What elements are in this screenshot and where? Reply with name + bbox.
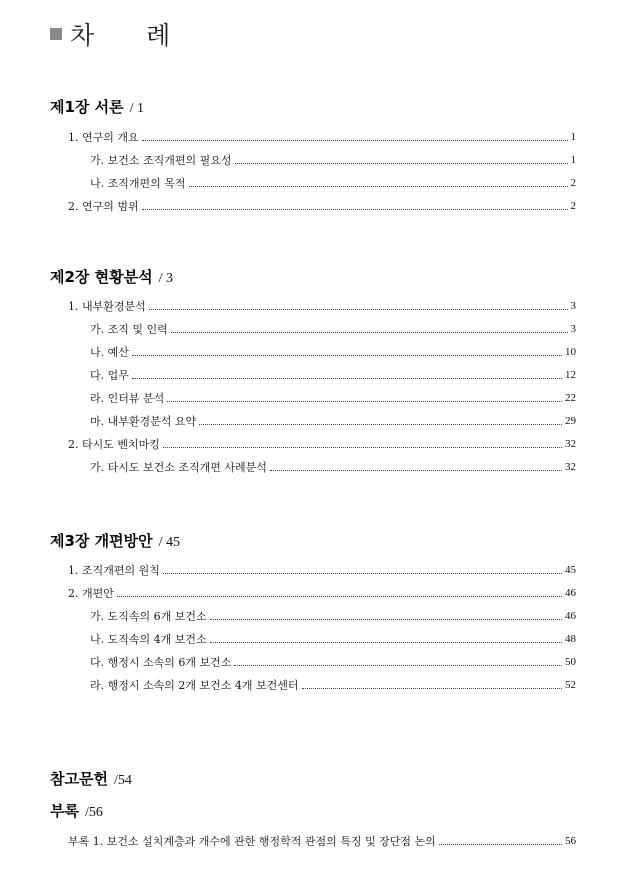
toc-entry[interactable] <box>90 366 576 384</box>
entry-label: 가. 보건소 조직개편의 필요성 <box>90 154 232 167</box>
entry-label: 가. 타시도 보건소 조직개편 사례분석 <box>90 461 267 474</box>
chapter-page: /56 <box>84 805 103 820</box>
entry-page: 46 <box>565 610 576 622</box>
entry-label: 마. 내부환경분석 요약 <box>90 415 197 428</box>
dot-leader <box>167 401 562 402</box>
page-title <box>50 18 192 50</box>
entry-page: 56 <box>565 835 576 847</box>
entry-label: 나. 조직개편의 목적 <box>90 177 186 190</box>
entry-page: 50 <box>565 656 576 668</box>
toc-entry[interactable] <box>68 197 576 215</box>
dot-leader <box>235 163 568 164</box>
toc-entry[interactable] <box>90 458 576 476</box>
entry-page: 1 <box>570 154 576 166</box>
dot-leader <box>142 209 568 210</box>
toc-entry[interactable] <box>90 653 576 671</box>
entry-label: 2. 개편안 <box>68 587 114 600</box>
entry-label: 1. 연구의 개요 <box>68 131 139 144</box>
entry-label: 나. 예산 <box>90 346 129 359</box>
dot-leader <box>189 186 568 187</box>
dot-leader <box>132 355 562 356</box>
entry-label: 부록 1. 보건소 설치계층과 개수에 관한 행정학적 관점의 특징 및 장단점 논의 <box>68 835 436 848</box>
entry-label: 1. 내부환경분석 <box>68 300 146 313</box>
entry-page: 10 <box>565 346 576 358</box>
entry-label: 나. 도직속의 4개 보건소 <box>90 633 207 646</box>
entry-page: 1 <box>570 131 576 143</box>
entry-page: 22 <box>565 392 576 404</box>
entry-label: 2. 연구의 범위 <box>68 200 139 213</box>
entry-page: 52 <box>565 679 576 691</box>
toc-entry[interactable] <box>90 343 576 361</box>
entry-page: 12 <box>565 369 576 381</box>
toc-entry[interactable] <box>90 320 576 338</box>
chapter-heading-2 <box>50 266 173 287</box>
toc-entry[interactable] <box>68 584 576 602</box>
page-title-text: 차 례 <box>70 21 193 50</box>
toc-entry[interactable] <box>90 389 576 407</box>
entry-page: 2 <box>570 177 576 189</box>
entry-page: 46 <box>565 587 576 599</box>
dot-leader <box>439 844 562 845</box>
toc-entry[interactable] <box>90 676 576 694</box>
dot-leader <box>149 309 568 310</box>
toc-entry[interactable] <box>90 607 576 625</box>
entry-label: 라. 행정시 소속의 2개 보건소 4개 보건센터 <box>90 679 299 692</box>
entry-page: 29 <box>565 415 576 427</box>
dot-leader <box>210 642 562 643</box>
chapter-heading-1 <box>50 96 144 117</box>
chapter-title: 제3장 개편방안 <box>50 532 153 550</box>
chapter-page: / 45 <box>158 535 180 550</box>
entry-label: 다. 행정시 소속의 6개 보건소 <box>90 656 232 669</box>
dot-leader <box>163 447 562 448</box>
entry-page: 45 <box>565 564 576 576</box>
entry-label: 가. 도직속의 6개 보건소 <box>90 610 207 623</box>
dot-leader <box>302 688 563 689</box>
entry-label: 2. 타시도 벤치마킹 <box>68 438 160 451</box>
toc-entry[interactable] <box>68 297 576 315</box>
toc-entry[interactable] <box>90 151 576 169</box>
chapter-heading-3 <box>50 530 180 551</box>
dot-leader <box>199 424 562 425</box>
entry-label: 라. 인터뷰 분석 <box>90 392 165 405</box>
toc-entry[interactable] <box>68 435 576 453</box>
dot-leader <box>234 665 562 666</box>
entry-page: 32 <box>565 461 576 473</box>
chapter-title: 제1장 서론 <box>50 98 124 116</box>
dot-leader <box>210 619 562 620</box>
toc-entry[interactable] <box>68 561 576 579</box>
entry-label: 1. 조직개편의 원칙 <box>68 564 160 577</box>
chapter-page: / 3 <box>158 271 173 286</box>
dot-leader <box>163 573 562 574</box>
toc-entry[interactable] <box>90 174 576 192</box>
entry-page: 32 <box>565 438 576 450</box>
dot-leader <box>132 378 562 379</box>
chapter-title: 제2장 현황분석 <box>50 268 153 286</box>
chapter-title: 참고문헌 <box>50 770 108 788</box>
dot-leader <box>142 140 568 141</box>
entry-page: 3 <box>570 300 576 312</box>
entry-page: 48 <box>565 633 576 645</box>
chapter-page: / 1 <box>129 101 145 116</box>
chapter-heading-references <box>50 768 132 789</box>
square-bullet-icon <box>50 28 62 40</box>
entry-label: 가. 조직 및 인력 <box>90 323 168 336</box>
toc-entry[interactable] <box>68 832 576 850</box>
dot-leader <box>171 332 568 333</box>
dot-leader <box>117 596 562 597</box>
toc-entry[interactable] <box>68 128 576 146</box>
entry-page: 2 <box>570 200 576 212</box>
dot-leader <box>270 470 562 471</box>
toc-entry[interactable] <box>90 412 576 430</box>
chapter-heading-appendix <box>50 800 103 821</box>
chapter-page: /54 <box>113 773 132 788</box>
entry-page: 3 <box>570 323 576 335</box>
toc-entry[interactable] <box>90 630 576 648</box>
entry-label: 다. 업무 <box>90 369 129 382</box>
chapter-title: 부록 <box>50 802 79 820</box>
